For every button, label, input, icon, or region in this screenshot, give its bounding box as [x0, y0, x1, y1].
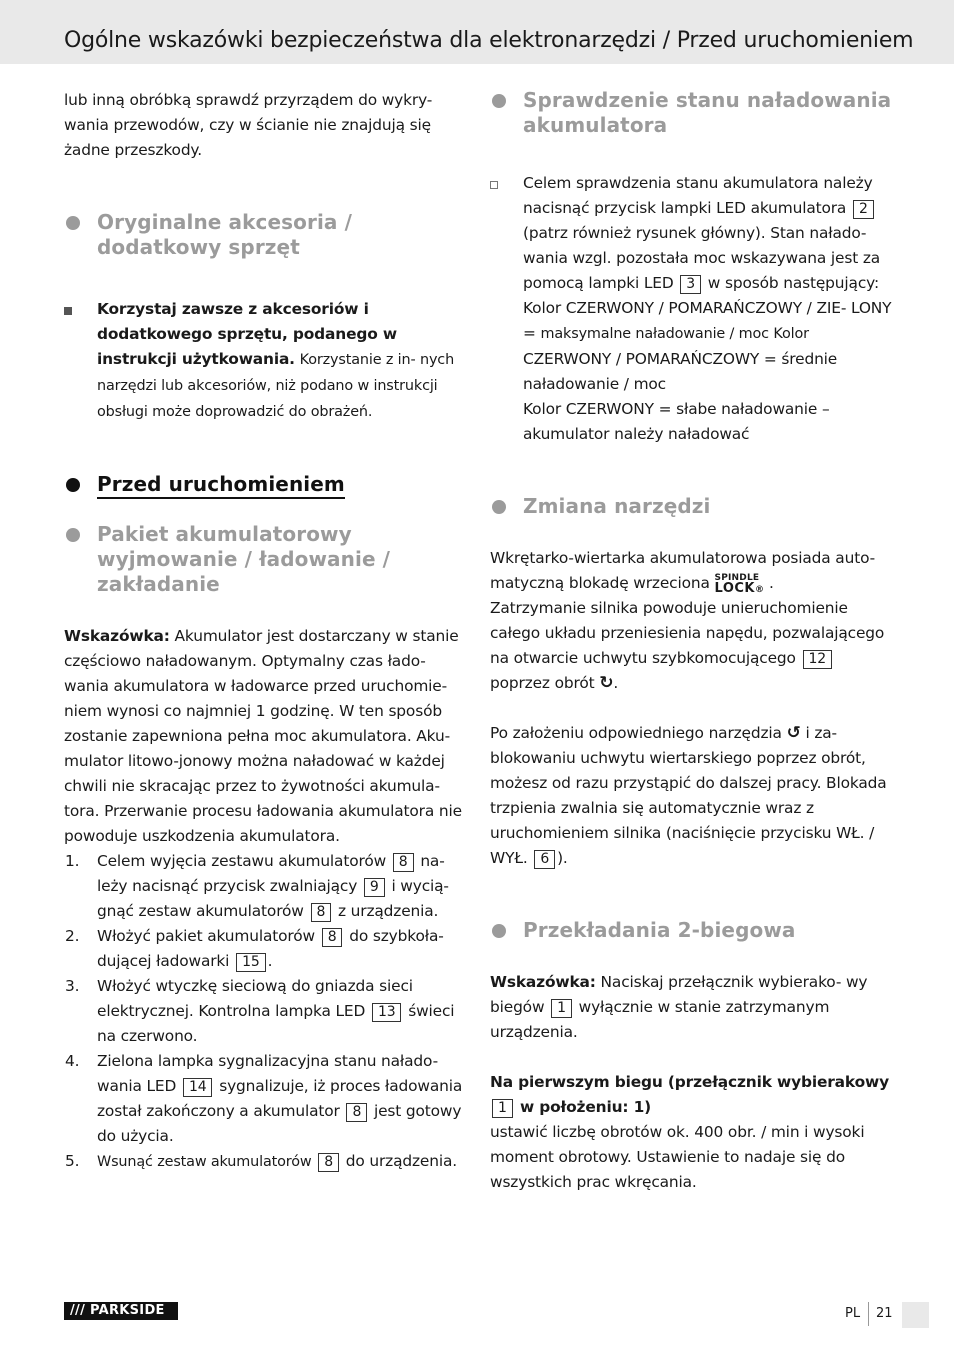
heading-before-start: Przed uruchomieniem [64, 472, 466, 497]
ref-box: 9 [364, 878, 385, 897]
ref-box: 1 [551, 999, 572, 1018]
rotate-clockwise-icon: ↻ [599, 673, 614, 693]
heading-gearbox: Przekładania 2-biegowa [490, 918, 892, 943]
square-bullet-icon [64, 307, 72, 315]
page-number: 21 [876, 1306, 893, 1321]
list-item: 3. Włożyć wtyczkę sieciową do gniazda sieci elektrycznej. Kontrolna lampka LED 13 świeci na czerwono. [65, 977, 455, 1045]
list-item: 5. Wsunąć zestaw akumulatorów 8 do urządzenia. [65, 1152, 458, 1170]
ref-box: 14 [183, 1078, 213, 1097]
gearbox-note: Wskazówka: Naciskaj przełącznik wybierako- wy biegów 1 wyłącznie w stanie zatrzymanym urządzenia. [490, 973, 868, 1041]
parkside-logo: /// PARKSIDE [64, 1302, 178, 1320]
ref-box: 3 [680, 275, 701, 294]
ref-box: 8 [346, 1103, 367, 1122]
bullet-dot-icon [66, 216, 80, 230]
ref-box: 8 [318, 1153, 339, 1172]
bullet-dot-icon [492, 924, 506, 938]
page-title: Ogólne wskazówki bezpieczeństwa dla elektronarzędzi / Przed uruchomieniem [64, 28, 914, 53]
accessories-bold-text: Korzystaj zawsze z akcesoriów i dodatkowego sprzętu, podanego w instrukcji użytkowania. [97, 300, 397, 368]
ref-box: 6 [534, 850, 555, 869]
ref-box: 12 [803, 650, 833, 669]
checkbox-square-icon [490, 181, 498, 189]
ref-box: 8 [311, 903, 332, 922]
bullet-dot-icon [66, 528, 80, 542]
heading-tool-change: Zmiana narzędzi [490, 494, 892, 519]
ref-box: 13 [372, 1003, 402, 1022]
list-item: 1. Celem wyjęcia zestawu akumulatorów 8 na- leży nacisnąć przycisk zwalniający 9 i wycią- gnąć zestaw akumulatorów 8 z urządzenia. [65, 852, 449, 920]
list-item: 2. Włożyć pakiet akumulatorów 8 do szybkoła- dującej ładowarki 15 . [65, 927, 444, 970]
right-column [490, 88, 892, 1195]
rotate-counterclockwise-icon: ↺ [786, 723, 801, 743]
ref-box: 1 [492, 1099, 513, 1118]
battery-note: Wskazówka: Akumulator jest dostarczany w stanie częściowo naładowanym. Optymalny czas łado- wania akumulatora w ładowarce przed uruchomie- niem wynosi co najmniej 1 godzinę. W ten sposób zostanie zapewniona pełna moc akumulatora. Aku- mulator litowo-jonowy można naładować w każdej chwili nie skracając przez to żywotności akumula- tora. Przerwanie procesu ładowania akumulatora nie powoduje uszkodzenia akumulatora. [64, 627, 462, 845]
heading-accessories: Oryginalne akcesoria / dodatkowy sprzęt [64, 210, 466, 260]
tool-change-paragraph-1: Wkrętarko-wiertarka akumulatorowa posiada auto- matyczną blokadę wrzeciona SPINDLE LOCK® . Zatrzymanie silnika powoduje unieruchomienie całego układu przeniesienia napędu, pozwalającego na otwarcie uchwytu szybkomocującego 12 poprzez obrót ↻. [490, 549, 885, 693]
tool-change-paragraph-2: Po założeniu odpowiedniego narzędzia ↺ i za- blokowaniu uchwytu wiertarskiego poprzez obrót, możesz od razu przystąpić do dalszej pracy. Blokada trzpienia zwalnia się automatycznie wraz z uruchomieniem silnika (naciśnięcie przycisku WŁ. / WYŁ. 6 ). [490, 723, 887, 867]
ref-box: 15 [236, 953, 266, 972]
bullet-dot-icon [66, 478, 80, 492]
footer-language: PL [845, 1306, 861, 1321]
charge-check-bullet: Celem sprawdzenia stanu akumulatora należy nacisnąć przycisk lampki LED akumulatora 2 (patrz również rysunek główny). Stan nałado- wania wzgl. pozostała moc wskazywana jest za pomocą lampki LED 3 w sposób następujący: Kolor CZERWONY / POMARAŃCZOWY / ZIE- LONY = maksymalne naładowanie / moc Kolor CZERWONY / POMARAŃCZOWY = średnie naładowanie / moc Kolor CZERWONY = słabe naładowanie – akumulator należy naładować [490, 171, 892, 447]
spindle-lock-logo: SPINDLE LOCK® [714, 573, 765, 596]
accessories-bullet [64, 297, 466, 425]
ref-box: 8 [393, 853, 414, 872]
heading-charge-check: Sprawdzenie stanu naładowania akumulatora [490, 88, 892, 138]
ref-box: 2 [853, 200, 874, 219]
heading-battery: Pakiet akumulatorowy wyjmowanie / ładowanie / zakładanie [64, 522, 466, 597]
footer-grey-block [902, 1302, 929, 1328]
bullet-dot-icon [492, 94, 506, 108]
ref-box: 8 [322, 928, 343, 947]
footer-divider [868, 1302, 869, 1326]
battery-steps-list [64, 849, 466, 1175]
intro-paragraph: lub inną obróbką sprawdź przyrządem do wykry- wania przewodów, czy w ścianie nie znajdują się żadne przeszkody. [64, 91, 433, 159]
list-item: 4. Zielona lampka sygnalizacyjna stanu nałado- wania LED 14 sygnalizuje, iż proces ładowania został zakończony a akumulator 8 jest gotowy do użycia. [65, 1052, 463, 1145]
bullet-dot-icon [492, 500, 506, 514]
accessories-text: Korzystanie z in- nych narzędzi lub akcesoriów, niż podano w instrukcji obsługi może doprowadzić do obrażeń. [97, 352, 455, 420]
left-column [64, 88, 466, 1175]
gearbox-first-gear: Na pierwszym biegu (przełącznik wybierakowy 1 w położeniu: 1) ustawić liczbę obrotów ok. 400 obr. / min i wysoki moment obrotowy. Ustawienie to nadaje się do wszystkich prac wkręcania. [490, 1073, 889, 1191]
